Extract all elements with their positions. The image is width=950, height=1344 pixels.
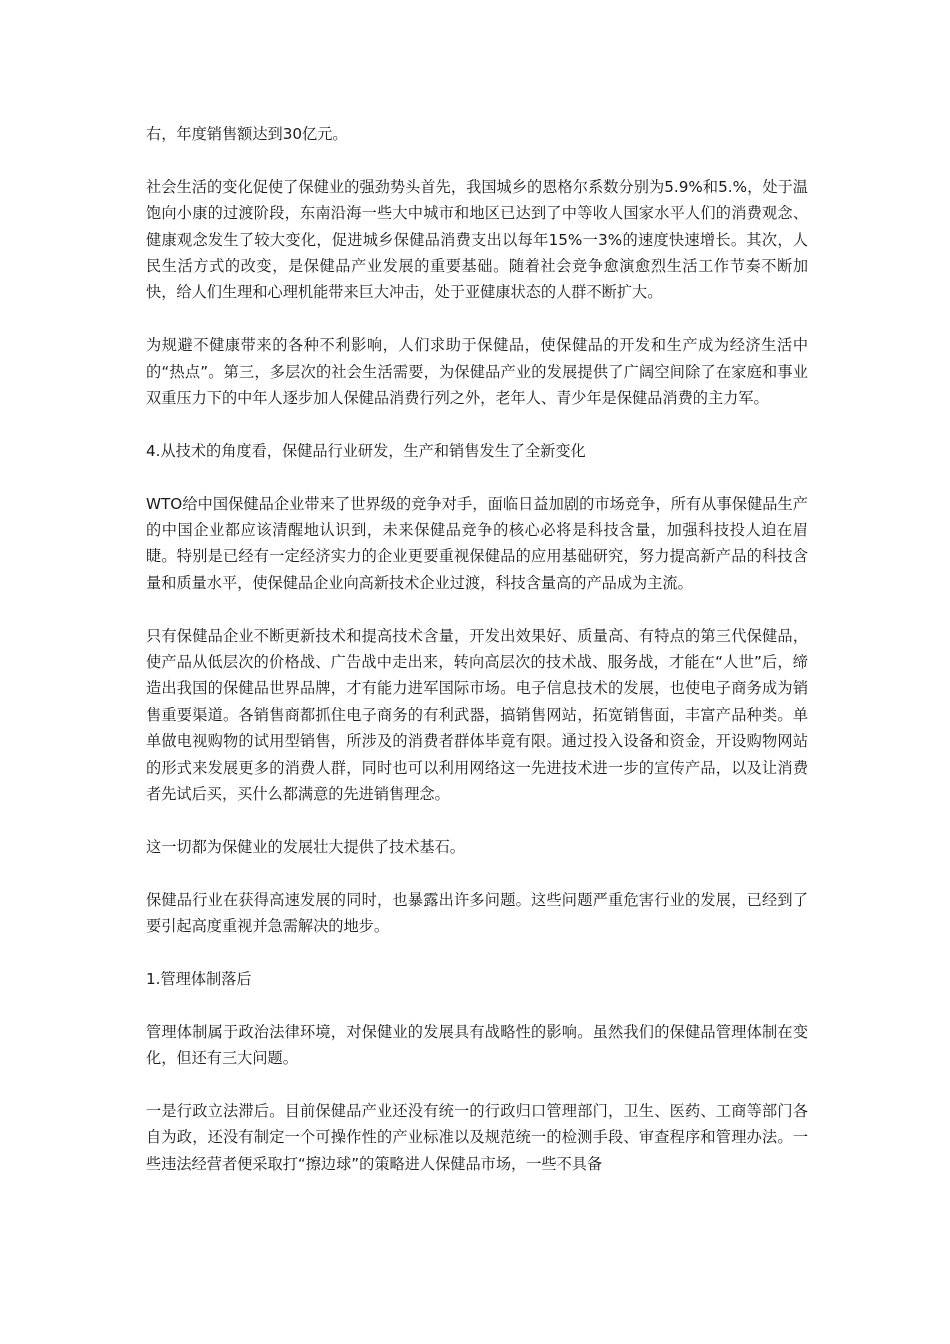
paragraph: WTO给中国保健品企业带来了世界级的竞争对手，面临日益加剧的市场竞争，所有从事保健品生产的中国企业都应该清醒地认识到，未来保健品竞争的核心必将是科技含量，加强科技投人迫在眉睫。特别是已经有一定经济实力的企业更要重视保健品的应用基础研究，努力提高新产品的科技含量和质量水平，使保健品企业向高新技术企业过渡，科技含量高的产品成为主流。	[146, 494, 808, 592]
paragraph: 管理体制属于政治法律环境，对保健业的发展具有战略性的影响。虽然我们的保健品管理体制在变化，但还有三大问题。	[146, 1022, 808, 1068]
document-body	[146, 121, 808, 1203]
paragraph: 右，年度销售额达到30亿元。	[146, 125, 348, 143]
paragraph: 一是行政立法滞后。目前保健品产业还没有统一的行政归口管理部门，卫生、医药、工商等部门各自为政，还没有制定一个可操作性的产业标准以及规范统一的检测手段、审查程序和管理办法。一些违法经营者便采取打“擦边球”的策略进人保健品市场，一些不具备	[146, 1101, 808, 1173]
paragraph: 只有保健品企业不断更新技术和提高技术含量，开发出效果好、质量高、有特点的第三代保健品，使产品从低层次的价格战、广告战中走出来，转向高层次的技术战、服务战，才能在“人世”后，缔造出我国的保健品世界品牌，才有能力进军国际市场。电子信息技术的发展，也使电子商务成为销售重要渠道。各销售商都抓住电子商务的有利武器，搞销售网站，拓宽销售面，丰富产品种类。单单做电视购物的试用型销售，所涉及的消费者群体毕竟有限。通过投入设备和资金，开设购物网站的形式来发展更多的消费人群，同时也可以利用网络这一先进技术进一步的宣传产品，以及让消费者先试后买，买什么都满意的先进销售理念。	[146, 626, 808, 804]
paragraph: 为规避不健康带来的各种不利影响，人们求助于保健品，使保健品的开发和生产成为经济生活中的“热点”。第三，多层次的社会生活需要，为保健品产业的发展提供了广阔空间除了在家庭和事业双重压力下的中年人逐步加人保健品消费行列之外，老年人、青少年是保健品消费的主力军。	[146, 336, 808, 408]
paragraph: 这一切都为保健业的发展壮大提供了技术基石。	[146, 837, 465, 856]
paragraph: 保健品行业在获得高速发展的同时，也暴露出许多问题。这些问题严重危害行业的发展，已经到了要引起高度重视并急需解决的地步。	[146, 890, 808, 936]
section-heading: 4.从技术的角度看，保健品行业研发，生产和销售发生了全新变化	[146, 441, 586, 460]
paragraph: 社会生活的变化促使了保健业的强劲势头首先，我国城乡的恩格尔系数分别为5.9%和5.%，处于温饱向小康的过渡阶段，东南沿海一些大中城市和地区已达到了中等收人国家水平人们的消费观念、健康观念发生了较大变化，促进城乡保健品消费支出以每年15%一3%的速度快速增长。其次，人民生活方式的改变，是保健品产业发展的重要基础。随着社会竞争愈演愈烈生活工作节奏不断加快，给人们生理和心理机能带来巨大冲击，处于亚健康状态的人群不断扩大。	[146, 177, 808, 302]
section-heading: 1.管理体制落后	[146, 969, 252, 988]
